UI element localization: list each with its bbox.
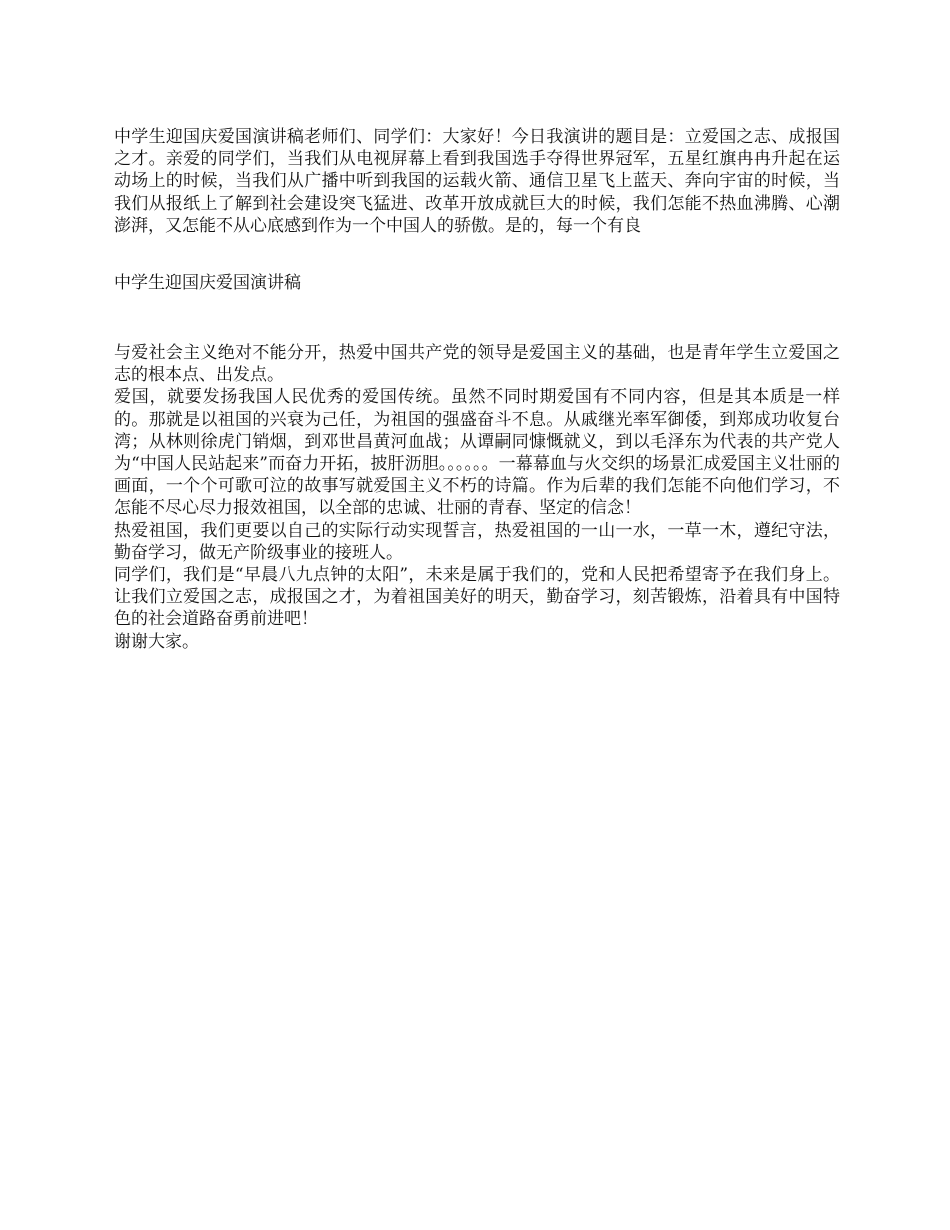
body-paragraph: 同学们，我们是“早晨八九点钟的太阳”，未来是属于我们的，党和人民把希望寄予在我们身上。让我们立爱国之志，成报国之才，为着祖国美好的明天，勤奋学习，刻苦锻炼，沿着具有中国特色的社会道路奋勇前进吧！	[114, 565, 840, 630]
document-title	[114, 272, 840, 294]
intro-paragraph	[114, 126, 840, 237]
body-paragraph: 与爱社会主义绝对不能分开，热爱中国共产党的领导是爱国主义的基础，也是青年学生立爱国之志的根本点、出发点。	[114, 343, 840, 386]
body-paragraph: 爱国，就要发扬我国人民优秀的爱国传统。虽然不同时期爱国有不同内容，但是其本质是一样的。那就是以祖国的兴衰为己任，为祖国的强盛奋斗不息。从戚继光率军御倭，到郑成功收复台湾；从林则徐虎门销烟，到邓世昌黄河血战；从谭嗣同慷慨就义，到以毛泽东为代表的共产党人为“中国人民站起来”而奋力开拓，披肝沥胆。。。。。。一幕幕血与火交织的场景汇成爱国主义壮丽的画面，一个个可歌可泣的故事写就爱国主义不朽的诗篇。作为后辈的我们怎能不向他们学习，不怎能不尽心尽力报效祖国，以全部的忠诚、壮丽的青春、坚定的信念！	[114, 387, 840, 519]
closing-paragraph: 谢谢大家。	[114, 631, 199, 652]
intro-text: 中学生迎国庆爱国演讲稿老师们、同学们：大家好！今日我演讲的题目是：立爱国之志、成报国之才。亲爱的同学们，当我们从电视屏幕上看到我国选手夺得世界冠军，五星红旗冉冉升起在运动场上的时候，当我们从广播中听到我国的运载火箭、通信卫星飞上蓝天、奔向宇宙的时候，当我们从报纸上了解到社会建设突飞猛进、改革开放成就巨大的时候，我们怎能不热血沸腾、心潮澎湃，又怎能不从心底感到作为一个中国人的骄傲。是的，每一个有良	[114, 127, 840, 236]
document-body	[114, 342, 840, 653]
title-text: 中学生迎国庆爱国演讲稿	[114, 273, 301, 293]
body-paragraph: 热爱祖国，我们更要以自己的实际行动实现誓言，热爱祖国的一山一水，一草一木，遵纪守法，勤奋学习，做无产阶级事业的接班人。	[114, 520, 840, 563]
